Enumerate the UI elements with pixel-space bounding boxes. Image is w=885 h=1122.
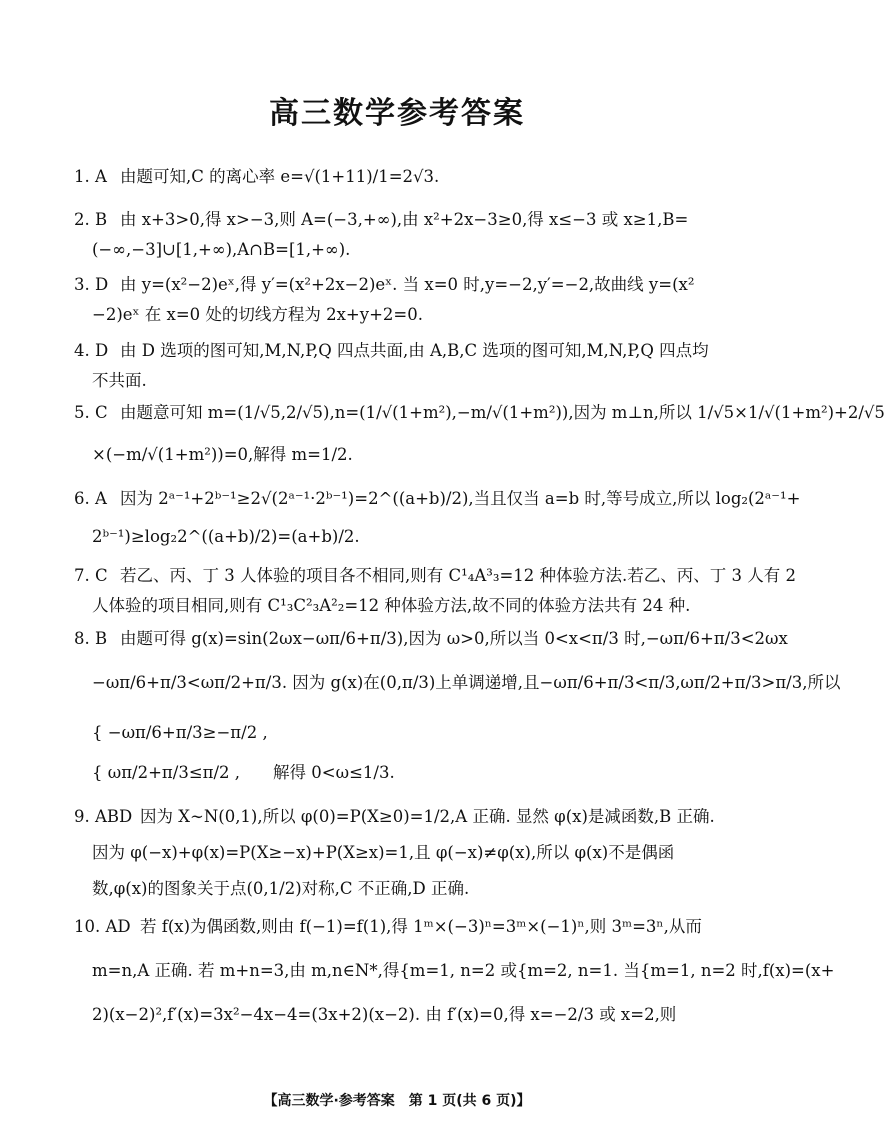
answer-text: ×(−m/√(1+m²))=0,解得 m=1/2. [92, 445, 353, 464]
answer-4 [0, 336, 794, 366]
answer-9-cont [0, 838, 794, 868]
answer-text: 由 D 选项的图可知,M,N,P,Q 四点共面,由 A,B,C 选项的图可知,M,N,P,Q 四点均 [120, 341, 709, 360]
page-footer: 【高三数学·参考答案 第 1 页(共 6 页)】 [263, 1093, 531, 1109]
question-key: 9. ABD [74, 807, 133, 826]
answer-3 [0, 270, 794, 300]
question-key: 3. D [74, 275, 109, 294]
answer-1 [0, 162, 794, 192]
answer-text: (−∞,−3]∪[1,+∞),A∩B=[1,+∞). [92, 240, 351, 259]
answer-text: 由 x+3>0,得 x>−3,则 A=(−3,+∞),由 x²+2x−3≥0,得 x≤−3 或 x≥1,B= [120, 210, 689, 229]
question-key: 1. A [74, 167, 107, 186]
answer-3-cont [0, 300, 794, 330]
answer-text: 由题意可知 m=(1/√5,2/√5),n=(1/√(1+m²),−m/√(1+m²)),因为 m⊥n,所以 1/√5×1/√(1+m²)+2/√5 [120, 403, 885, 422]
question-key: 6. A [74, 489, 107, 508]
answer-7 [0, 561, 797, 591]
answer-text: 不共面. [92, 371, 147, 390]
answer-9-cont [0, 874, 794, 904]
question-key: 5. C [74, 403, 108, 422]
answer-2-cont [0, 235, 794, 265]
answer-8-system-2 [0, 758, 794, 788]
answer-10-cont [0, 1000, 794, 1030]
answer-5-cont [0, 440, 794, 470]
page-title: 高三数学参考答案 [269, 96, 525, 131]
answer-8 [0, 624, 794, 654]
answer-text: 因为 φ(−x)+φ(x)=P(X≥−x)+P(X≥x)=1,且 φ(−x)≠φ(x),所以 φ(x)不是偶函 [92, 843, 675, 862]
question-key: 8. B [74, 629, 108, 648]
answer-2 [0, 205, 794, 235]
answer-10 [0, 912, 794, 942]
answer-text: 人体验的项目相同,则有 C¹₃C²₃A²₂=12 种体验方法,故不同的体验方法共有 24 种. [92, 596, 691, 615]
answer-text: 因为 X∼N(0,1),所以 φ(0)=P(X≥0)=1/2,A 正确. 显然 φ(x)是减函数,B 正确. [140, 807, 715, 826]
answer-text: 2)(x−2)²,f′(x)=3x²−4x−4=(3x+2)(x−2). 由 f′(x)=0,得 x=−2/3 或 x=2,则 [92, 1005, 677, 1024]
answer-8-cont [0, 668, 841, 698]
answer-text: −2)eˣ 在 x=0 处的切线方程为 2x+y+2=0. [92, 305, 423, 324]
answer-text: m=n,A 正确. 若 m+n=3,由 m,n∈N*,得{m=1, n=2 或{m=2, n=1. 当{m=1, n=2 时,f(x)=(x+ [92, 961, 835, 980]
answer-text: { ωπ/2+π/3≤π/2 , 解得 0<ω≤1/3. [92, 763, 395, 782]
answer-4-cont [0, 366, 794, 396]
question-key: 10. AD [74, 917, 131, 936]
answer-text: 数,φ(x)的图象关于点(0,1/2)对称,C 不正确,D 正确. [92, 879, 470, 898]
answer-5 [0, 398, 885, 428]
answer-text: 因为 2ᵃ⁻¹+2ᵇ⁻¹≥2√(2ᵃ⁻¹·2ᵇ⁻¹)=2^((a+b)/2),当且仅当 a=b 时,等号成立,所以 log₂(2ᵃ⁻¹+ [120, 489, 801, 508]
answer-6-cont [0, 522, 794, 552]
answer-6 [0, 484, 801, 514]
answer-8-system-1 [0, 718, 794, 748]
question-key: 2. B [74, 210, 108, 229]
answer-text: −ωπ/6+π/3<ωπ/2+π/3. 因为 g(x)在(0,π/3)上单调递增,且−ωπ/6+π/3<π/3,ωπ/2+π/3>π/3,所以 [92, 673, 841, 692]
answer-text: 由 y=(x²−2)eˣ,得 y′=(x²+2x−2)eˣ. 当 x=0 时,y=−2,y′=−2,故曲线 y=(x² [120, 275, 695, 294]
answer-9 [0, 802, 794, 832]
answer-text: 由题可得 g(x)=sin(2ωx−ωπ/6+π/3),因为 ω>0,所以当 0<x<π/3 时,−ωπ/6+π/3<2ωx [120, 629, 788, 648]
answer-7-cont [0, 591, 794, 621]
question-key: 7. C [74, 566, 108, 585]
answer-text: 2ᵇ⁻¹)≥log₂2^((a+b)/2)=(a+b)/2. [92, 527, 360, 546]
answer-text: 由题可知,C 的离心率 e=√(1+11)/1=2√3. [120, 167, 440, 186]
question-key: 4. D [74, 341, 109, 360]
answer-text: 若 f(x)为偶函数,则由 f(−1)=f(1),得 1ᵐ×(−3)ⁿ=3ᵐ×(−1)ⁿ,则 3ᵐ=3ⁿ,从而 [140, 917, 702, 936]
answer-text: { −ωπ/6+π/3≥−π/2 , [92, 723, 268, 742]
answer-text: 若乙、丙、丁 3 人体验的项目各不相同,则有 C¹₄A³₃=12 种体验方法.若乙、丙、丁 3 人有 2 [120, 566, 797, 585]
answer-10-cont [0, 956, 835, 986]
